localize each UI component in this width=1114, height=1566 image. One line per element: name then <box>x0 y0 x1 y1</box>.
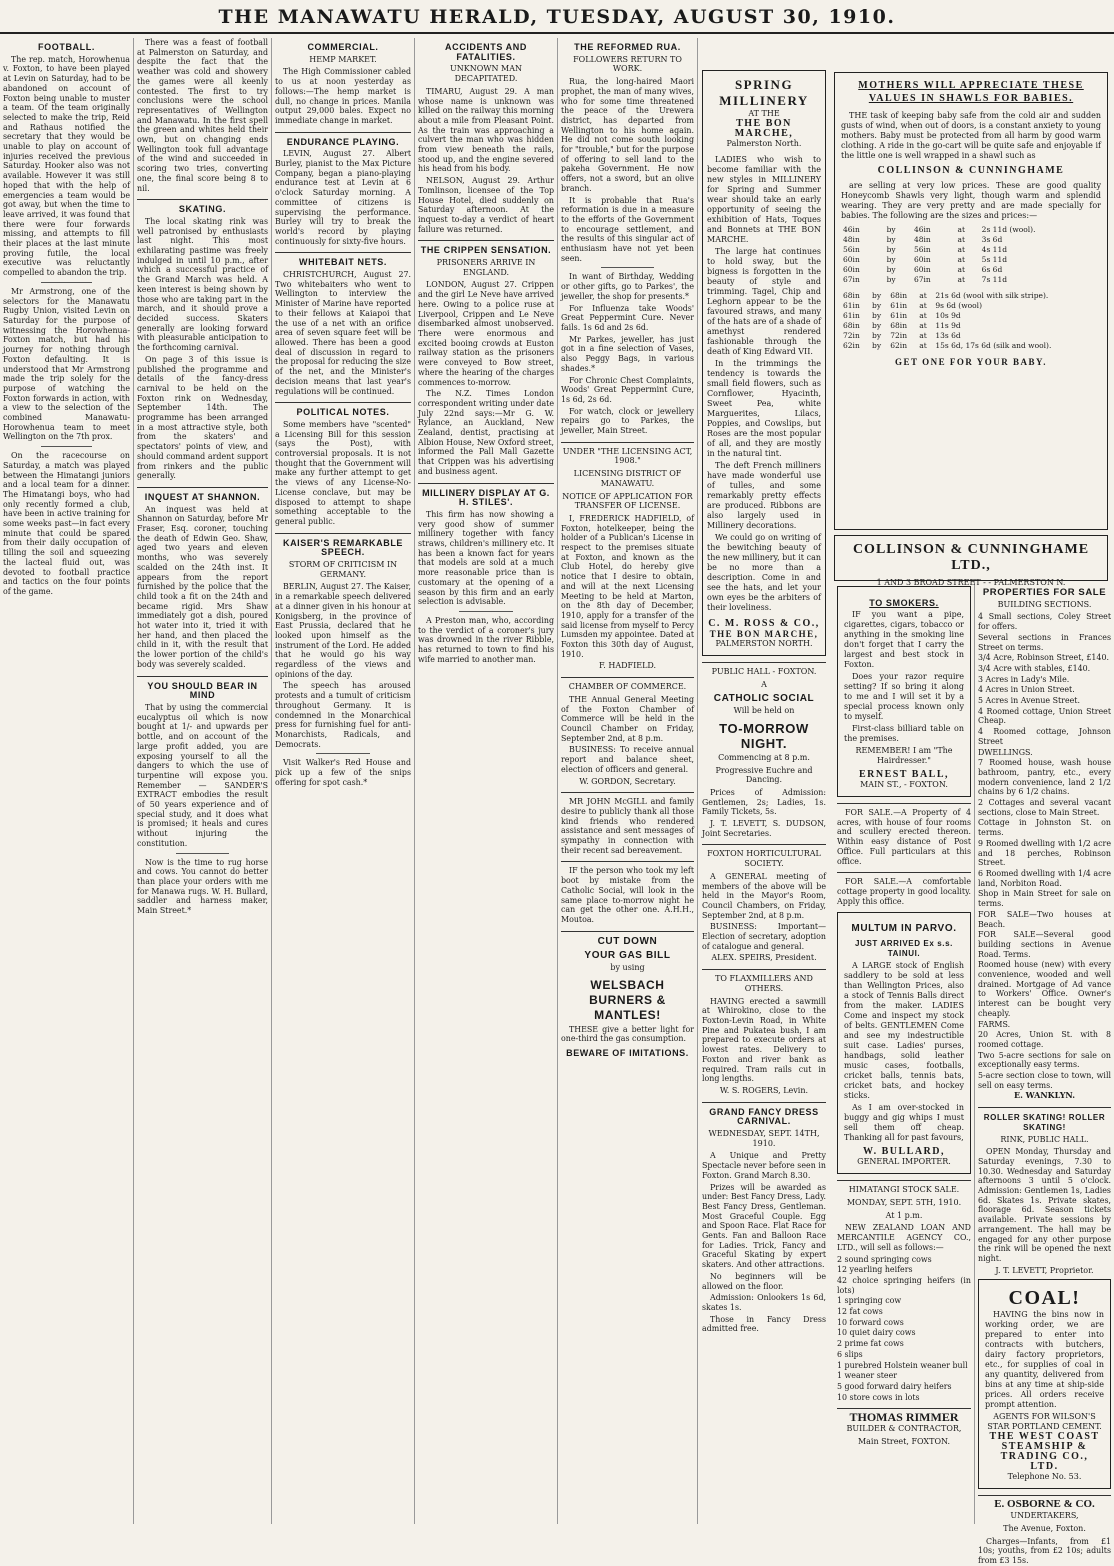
paragraph: are selling at very low prices. These are good quality Honeycomb Shawls very light, though warm and splendid wearing. They are very pretty and are made specially for babies. The following are the sizes and prices:— <box>841 181 1101 220</box>
size-cell: by <box>886 235 896 244</box>
size-cell: 4s 11d <box>981 245 1008 254</box>
list-item: FARMS. <box>978 1019 1011 1029</box>
paragraph: A GENERAL meeting of members of the above will be held in the Mayor's Room, Council Chambers, on Friday, September 2nd, at 8 p.m. <box>702 871 826 920</box>
paragraph: IF the person who took my left boot by mistake from the Catholic Social, will look in the same place to-morrow night he can get the other one. A.H.H., Moutoa. <box>561 866 694 924</box>
list-item: 9 Roomed dwelling with 1/2 acre and 18 perches, Robinson Street. <box>978 838 1111 868</box>
size-cell: 61in <box>890 301 908 310</box>
social-time: Commencing at 8 p.m. <box>718 752 810 762</box>
column-accidents <box>414 38 557 1524</box>
whitebait-heading: WHITEBAIT NETS. <box>299 257 387 268</box>
paragraph: LEVIN, August 27. Albert Burley, pianist to the Max Picture Company, began a piano-playing endurance test at Levin at 6 o'clock Saturday morning. A committee of citizens is supervising the performance. Burley will try to break the world's record by playing continuously for sixty-five hours. <box>275 149 411 246</box>
crippen-subheading: PRISONERS ARRIVE IN ENGLAND. <box>436 258 536 277</box>
column-rua <box>557 38 697 1524</box>
multum-heading: MULTUM IN PARVO. <box>851 923 957 935</box>
list-item: 6 slips <box>837 1349 863 1359</box>
list-item: Two 5-acre sections for sale on exceptionally easy terms. <box>978 1050 1111 1070</box>
collinson-firm-name: COLLINSON & CUNNINGHAME LTD., <box>852 542 1090 573</box>
builder-address: Main Street, FOXTON. <box>857 1436 951 1446</box>
size-cell: at <box>919 321 927 330</box>
masthead: THE MANAWATU HERALD, TUESDAY, AUGUST 30, 1910. <box>0 0 1114 34</box>
list-item: 12 yearling heifers <box>837 1265 913 1275</box>
size-cell: 11s 9d <box>935 321 961 330</box>
size-row <box>841 311 1101 321</box>
size-cell: 48in <box>913 235 931 244</box>
licensing-district: LICENSING DISTRICT OF MANAWATU. <box>573 469 682 488</box>
list-item: FOR SALE—Several good building sections in Avenue Road. Terms. <box>978 930 1111 959</box>
column-ads-right <box>834 536 974 1524</box>
football-heading: FOOTBALL. <box>38 42 95 52</box>
accidents-subheading: UNKNOWN MAN DECAPITATED. <box>449 64 522 84</box>
spring-title: SPRING MILLINERY <box>719 77 809 108</box>
licensing-notice: NOTICE OF APPLICATION FOR TRANSFER OF LICENSE. <box>562 491 693 511</box>
paragraph: Prizes will be awarded as under: Best Fancy Dress, Lady. Best Fancy Dress, Gentleman. Most Graceful Couple. Egg and Spoon Race. Flat Race for Gents. Fan and Balloon Race for Ladies. Trick, Fancy and Graceful Skating by expert skaters. And other attractions. <box>702 1182 826 1270</box>
millinery-heading: MILLINERY DISPLAY AT G. H. STILES'. <box>422 487 550 508</box>
paragraph: As I am over-stocked in buggy and gig whips I must sell them off cheap. Thanking all for past favours, <box>844 1103 964 1143</box>
size-row <box>841 321 1101 331</box>
list-item: Roomed house (new) with every convenience, wooded and well drained. Mortgage of Ad vance to Workers' Office. Owner's interest can be bought very cheaply. <box>978 960 1111 1018</box>
size-cell: by <box>872 291 882 300</box>
properties-list <box>978 612 1111 1090</box>
paragraph: Admission: Onlookers 1s 6d, skates 1s. <box>702 1293 826 1312</box>
smokers-ad <box>837 586 971 797</box>
size-cell: 10s 9d <box>935 311 961 320</box>
size-cell: 67in <box>913 275 931 284</box>
paragraph: For Chronic Chest Complaints, Woods' Great Peppermint Cure, 1s 6d, 2s 6d. <box>561 375 694 404</box>
collinson-firm-block <box>834 535 1108 587</box>
size-cell: 61in <box>843 301 860 310</box>
rink-signature: J. T. LEVETT, Proprietor. <box>995 1265 1094 1275</box>
paragraph: The large hat continues to hold sway, but the bigness is forgotten in the beauty of style and trimming. Tagel, Chip and Leghorn appear to be the favoured straws, and many of the hats are of a shade of amethyst rendered fashionable through the death of King Edward VII. <box>707 247 821 356</box>
spring-millinery-ad <box>702 70 826 656</box>
list-item: Several sections in Frances Street on terms. <box>978 632 1111 652</box>
list-item: 4 Roomed cottage, Johnson Street <box>978 727 1111 746</box>
size-cell: 46in <box>843 225 860 234</box>
paragraph: J. T. LEVETT, S. DUDSON, Joint Secretaries. <box>702 819 826 838</box>
size-cell: 68in <box>843 321 860 330</box>
properties-subheading: BUILDING SECTIONS. <box>997 599 1092 609</box>
gas-by: by using <box>610 963 645 973</box>
paragraph: I, FREDERICK HADFIELD, of Foxton, hotelkeeper, being the holder of a Publican's License in respect to the premises situate at Foxton, and known as the Club Hotel, do hereby give notice that I desire to obtain, and will at the next Licensing Meeting to be held at Marton, on the 8th day of December, 1910, apply for a transfer of the said license from myself to Percy Lumsden my appointee. Dated at Foxton this 30th day of August, 1910. <box>561 513 694 659</box>
size-row <box>841 341 1101 351</box>
paragraph: HAVING erected a sawmill at Whirokino, close to the Foxton-Levin Road, in White Pine and Pukatea bush, I am prepared to execute orders at lowest rates. Delivery to Foxton and river bank as required. Tram rails cut in long lengths. <box>702 996 826 1084</box>
list-item: 10 forward cows <box>837 1317 904 1327</box>
size-cell: 67in <box>843 275 860 284</box>
political-heading: POLITICAL NOTES. <box>296 407 390 418</box>
coal-firm: THE WEST COAST STEAMSHIP & TRADING CO., LTD. <box>989 1431 1100 1473</box>
multum-signature: W. BULLARD, <box>863 1146 945 1158</box>
paragraph: CHRISTCHURCH, August 27. Two whitebaiters who went to Wellington to interview the Minister of Marine have reported to their fellows at Kaiapoi that the use of a net with an orifice area of seven square feet will be allowed. There has been a good deal of discussion in regard to the proposal for reducing the size of the net, and the Minister's decision means that last year's regulations will be continued. <box>275 270 411 396</box>
size-cell: 9s 6d (wool) <box>935 301 983 310</box>
coal-agents: AGENTS FOR WILSON'S STAR PORTLAND CEMENT. <box>987 1412 1102 1432</box>
stock-time: At 1 p.m. <box>885 1210 923 1220</box>
commercial-heading: COMMERCIAL. <box>307 42 379 52</box>
column-sports <box>133 38 271 1524</box>
list-item: 1 springing cow <box>837 1296 902 1306</box>
size-cell: 61in <box>890 311 908 320</box>
shawl-size-table-2 <box>841 291 1101 351</box>
size-row <box>841 255 1101 265</box>
spring-shop: THE BON MARCHE, <box>734 118 794 139</box>
football-paragraph: The rep. match, Horowhenua v. Foxton, to have been played at Levin on Saturday, had to be abandoned on account of Foxton being unable to muster a team. Of the team originally selected to make the trip, Reid and Rathaus notified the secretary that they would be unable to play on account of injuries received the previous Saturday. Hooker also was not available. However it was still hoped that with the help of emergencies a team would be got away, but when the time to leave arrived, it was found that there were four forwards missing, and attempts to fill their places at the last minute proving futile, the local executive was reluctantly compelled to abandon the trip. <box>3 54 130 278</box>
size-cell: at <box>919 311 927 320</box>
list-item: 7 Roomed house, wash house bathroom, pantry, etc., every modern convenience, land 2 1/2 chains by 6 1/2 chains. <box>978 758 1111 797</box>
size-cell: by <box>872 331 882 340</box>
paragraph: There was a feast of football at Palmerston on Saturday, and despite the fact that the weather was cold and showery the games were all keenly contested. The first to try conclusions were the school representatives of Wellington and Manawatu. In the first spell the green and whites held their own, but on changing ends Wellington took full advantage of the wind and succeeded in scoring two tries, converting one, the final score being 8 to nil. <box>137 38 268 193</box>
size-row <box>841 225 1101 235</box>
size-cell: 61in <box>843 311 860 320</box>
paragraph: The deft French milliners have made wonderful use of tulles, and some remarkably pretty effects are produced. Ribbons are also largely used in Millinery decorations. <box>707 461 821 530</box>
smokers-address: MAIN ST., - FOXTON. <box>860 780 948 789</box>
undertaker-address: The Avenue, Foxton. <box>1003 1523 1086 1533</box>
paragraph: THE Annual General Meeting of the Foxton Chamber of Commerce will be held in the Council Chamber on Friday, September 2nd, at 8 p.m. <box>561 694 694 743</box>
column-football <box>0 38 133 1524</box>
list-item: 10 quiet dairy cows <box>837 1328 916 1338</box>
gas-footer: BEWARE OF IMITATIONS. <box>566 1048 689 1059</box>
size-cell: 60in <box>913 255 931 264</box>
shawl-size-table <box>841 225 1101 285</box>
size-cell: 68in <box>890 321 908 330</box>
list-item: 1 purebred Holstein weaner bull <box>837 1360 968 1370</box>
size-cell: 3s 6d <box>981 235 1003 244</box>
mothers-heading: MOTHERS WILL APPRECIATE THESE VALUES IN SHAWLS FOR BABIES. <box>858 80 1084 104</box>
list-item: 2 sound springing cows <box>837 1254 932 1264</box>
paragraph: Visit Walker's Red House and pick up a few of the snips offering for spot cash.* <box>275 758 411 787</box>
gas-brand: WELSBACH BURNERS & MANTLES! <box>589 977 666 1022</box>
size-cell: at <box>957 235 966 244</box>
inquest-heading: INQUEST AT SHANNON. <box>144 491 261 502</box>
kaiser-heading: KAISER'S REMARKABLE SPEECH. <box>282 537 404 558</box>
paragraph: Those in Fancy Dress admitted free. <box>702 1314 826 1334</box>
spring-town: Palmerston North. <box>726 139 802 148</box>
stock-heading: HIMATANGI STOCK SALE. <box>848 1185 960 1195</box>
size-cell: by <box>886 275 896 284</box>
list-item: 1 weaner steer <box>837 1371 898 1381</box>
spring-at: AT THE <box>748 109 780 118</box>
size-cell: by <box>872 321 882 330</box>
paragraph: A LARGE stock of English saddlery to be sold at less than Wellington Prices, also a stock of Tennis Balls direct from the maker. LADIES Come and inspect my stock of belts. GENTLEMEN Come and see my indestructible suit case. Ladies' purses, handbags, solid leather music cases, footballs, cricket balls, tennis bats, cricket bats, and hockey sticks. <box>844 961 964 1101</box>
size-cell: 62in <box>890 341 908 350</box>
hort-heading: FOXTON HORTICULTURAL SOCIETY. <box>707 849 821 869</box>
paragraph: Charges—Infants, from £1 10s; youths, from £2 10s; adults from £3 15s. <box>978 1536 1111 1565</box>
list-item: 3/4 Acre, Robinson Street, £140. <box>978 653 1109 663</box>
chamber-signature: W. GORDON, Secretary. <box>579 776 676 786</box>
size-cell: 72in <box>890 331 908 340</box>
coal-heading: COAL! <box>1008 1287 1081 1310</box>
rink-heading: ROLLER SKATING! ROLLER SKATING! <box>983 1113 1106 1132</box>
smokers-signature: ERNEST BALL, <box>858 769 950 780</box>
list-item: 6 Roomed dwelling with 1/4 acre land, Norbiton Road. <box>978 868 1111 888</box>
gas-heading-2: YOUR GAS BILL <box>584 950 671 962</box>
list-item: Shop in Main Street for sale on terms. <box>978 889 1111 909</box>
properties-signature: E. WANKLYN. <box>1013 1090 1076 1101</box>
paragraph: For Influenza take Woods' Great Peppermint Cure. Never fails. 1s 6d and 2s 6d. <box>561 303 694 332</box>
paragraph: For watch, clock or jewellery repairs go to Parkes, the jeweller, Main Street. <box>561 406 694 436</box>
size-cell: by <box>886 245 896 254</box>
flax-signature: W. S. ROGERS, Levin. <box>719 1085 809 1095</box>
social-heading: PUBLIC HALL - FOXTON. <box>711 667 817 676</box>
rink-subheading: RINK, PUBLIC HALL. <box>1000 1134 1089 1144</box>
gas-heading: CUT DOWN <box>597 935 658 947</box>
smokers-heading: TO SMOKERS. <box>869 598 939 608</box>
paragraph: Prices of Admission: Gentlemen, 2s; Ladies, 1s. Family Tickets, 5s. <box>702 787 826 817</box>
social-dance: Progressive Euchre and Dancing. <box>715 765 813 785</box>
size-row <box>841 275 1101 285</box>
size-cell: 13s 6d <box>935 331 961 340</box>
paragraph: A Preston man, who, according to the verdict of a coroner's jury was drowned in the river Ribble, has returned to town to find his wife married to another man. <box>418 615 554 664</box>
paragraph: First-class billiard table on the premises. <box>844 724 964 743</box>
collinson-firm-address: 1 AND 3 BROAD STREET - - PALMERSTON N. <box>876 578 1066 587</box>
size-cell: at <box>919 301 927 310</box>
column-ads-middle <box>697 38 830 1524</box>
paragraph: Mr Parkes, jeweller, has just got in a fine selection of Vases, also Peggy Bags, in various shades.* <box>561 334 694 373</box>
size-cell: 62in <box>843 341 860 350</box>
size-cell: by <box>886 265 896 274</box>
social-title: CATHOLIC SOCIAL <box>713 693 815 705</box>
paragraph: HAVING the bins now in working order, we are prepared to enter into contracts with butchers, dairy factory proprietors, etc., for supplies of coal in any quantity, delivered from bins at any time at ship-side prices. All orders receive prompt attention. <box>985 1310 1104 1410</box>
list-item: 5-acre section close to town, will sell on easy terms. <box>978 1071 1111 1090</box>
paragraph: It is probable that Rua's reformation is due in a measure to the efforts of the Government to encourage settlement, and the results of this singular act of enthusiasm have not yet been seen. <box>561 195 694 263</box>
paragraph: NEW ZEALAND LOAN AND MERCANTILE AGENCY CO., LTD., will sell as follows:— <box>837 1223 971 1252</box>
crippen-heading: THE CRIPPEN SENSATION. <box>420 245 552 256</box>
list-item: 10 store cows in lots <box>837 1392 920 1402</box>
spring-firm-2: THE BON MARCHE, <box>709 629 819 639</box>
list-item: 12 fat cows <box>837 1307 883 1317</box>
builder-role: BUILDER & CONTRACTOR, <box>846 1424 962 1434</box>
list-item: 5 Acres in Avenue Street. <box>978 696 1080 706</box>
multum-role: GENERAL IMPORTER. <box>857 1157 951 1167</box>
paragraph: LADIES who wish to become familiar with the new styles in MILLINERY for Spring and Summer wear should take an early opportunity of seeing the exhibition of Hats, Toques and Bonnets at THE BON MARCHE. <box>707 155 821 244</box>
football-paragraph: Mr Armstrong, one of the selectors for the Manawatu Rugby Union, visited Levin on Saturday for the purpose of witnessing the Horowhenua-Foxton match, but had his journey for nothing through Foxton defaulting. It is understood that Mr Armstrong made the trip solely for the purpose of watching the Foxton forwards in action, with a view to the selection of the combined Manawatu-Horowhenua team to meet Wellington on the 7th prox. <box>3 286 130 442</box>
paragraph: In the trimmings the tendency is towards the small field flowers, such as Cornflower, Hyacinth, Sweet Pea, white Marguerites, Lilacs, Poppies, and Cowslips, but Roses are the most popular of all, and they are mostly in the natural tint. <box>707 359 821 458</box>
paragraph: A Unique and Pretty Spectacle never before seen in Foxton. Grand March 8.30. <box>702 1151 826 1180</box>
stock-list <box>837 1255 971 1403</box>
paragraph: We could go on writing of the bewitching beauty of the new millinery, but it can be no more than a description. Come in and see the hats, and let your own eyes be the arbiters of their loveliness. <box>707 533 821 612</box>
paragraph: MR JOHN McGILL and family desire to publicly thank all those kind friends who rendered assistance and sent messages of sympathy in connection with their recent sad bereavement. <box>561 797 694 855</box>
hort-signature: ALEX. SPEIRS, President. <box>711 953 817 963</box>
paragraph: The High Commissioner cabled to us at noon yesterday as follows:—The hemp market is dull, no change in prices. Manila output 29,000 bales. Expect no immediate change in market. <box>275 67 411 125</box>
stock-date: MONDAY, SEPT. 5TH, 1910. <box>846 1198 962 1208</box>
size-cell: 60in <box>843 265 860 274</box>
size-cell: 56in <box>843 245 860 254</box>
licensing-signature: F. HADFIELD. <box>598 661 657 671</box>
size-cell: 60in <box>843 255 860 264</box>
paragraph: BUSINESS: Important—Election of secretary, adoption of catalogue and general. <box>702 922 826 951</box>
size-cell: 48in <box>843 235 860 244</box>
social-a: A <box>761 679 767 689</box>
list-item: Cottage in Johnston St. on terms. <box>978 818 1111 838</box>
builder-name: THOMAS RIMMER <box>849 1410 959 1425</box>
accidents-heading: ACCIDENTS AND FATALITIES. <box>445 42 527 62</box>
commercial-subheading: HEMP MARKET. <box>309 54 377 64</box>
paragraph: This firm has now showing a very good show of summer millinery together with fancy straws, children's millinery etc. It has been a known fact for years that models are sold at a much more reasonable price than is customary at the opening of a season by this firm and an early selection is advisable. <box>418 509 554 607</box>
size-cell: 6s 6d <box>981 265 1003 274</box>
paragraph: That by using the commercial eucalyptus oil which is now bought at 1/- and upwards per bottle, and on account of the large profit added, you are exposing yourself to all the dangers to which the use of turpentine will expose you. Remember — SANDER'S EXTRACT embodies the result of 50 years experience and of special study, and it does what is promised; it heals and cures without injuring the constitution. <box>137 703 268 848</box>
size-cell: at <box>919 331 927 340</box>
list-item: DWELLINGS. <box>978 747 1033 757</box>
list-item: 42 choice springing heifers (in lots) <box>837 1275 971 1295</box>
paragraph: Some members have "scented" a Licensing Bill for this session (says the Post), with controversial proposals. It is not thought that the Government will make any further attempt to get the views of any License-No-License conclave, but may be disposed to attempt to shape something acceptable to the general public. <box>275 419 411 526</box>
list-item: 3/4 Acre with stables, £140. <box>978 663 1091 673</box>
size-cell: 60in <box>913 265 931 274</box>
kaiser-subheading: STORM OF CRITICISM IN GERMANY. <box>288 560 398 579</box>
paragraph: FOR SALE.—A comfortable cottage property in good locality. Apply this office. <box>837 877 971 906</box>
paragraph: On page 3 of this issue is published the programme and details of the fancy-dress carnival to be held on the Foxton rink on Wednesday, September 14th. The programme has been arranged in a most attractive style, both from the skaters' and spectators' points of view, and should command ardent support from rinkers and the public generally. <box>137 354 268 481</box>
paragraph: In want of Birthday, Wedding or other gifts, go to Parkes', the jeweller, the shop for presents.* <box>561 272 694 301</box>
carnival-heading: GRAND FANCY DRESS CARNIVAL. <box>709 1106 819 1127</box>
list-item: 4 Roomed cottage, Union Street Cheap. <box>978 706 1111 726</box>
paragraph: NELSON, August 29. Arthur Tomlinson, licensee of the Top House Hotel, died suddenly on Saturday afternoon. At the inquest to-day a verdict of heart failure was returned. <box>418 176 554 234</box>
size-cell: at <box>919 291 927 300</box>
coal-phone: Telephone No. 53. <box>1007 1472 1082 1482</box>
undertaker-role: UNDERTAKERS, <box>1010 1511 1079 1521</box>
size-cell: by <box>886 255 896 264</box>
size-cell: by <box>872 311 882 320</box>
carnival-date: WEDNESDAY, SEPT. 14TH, 1910. <box>708 1129 820 1148</box>
size-cell: 7s 11d <box>981 275 1008 284</box>
size-cell: 56in <box>913 245 931 254</box>
size-cell: 46in <box>913 225 931 234</box>
list-item: 4 Acres in Union Street. <box>978 685 1075 695</box>
paragraph: Rua, the long-haired Maori prophet, the man of many wives, who for some time threatened the peace of the Urewera district, has departed from Wellington to his home again. He did not come south looking for "trouble," but for the purpose of offering to sell land to the pakeha Government. He now offers, not a sword, but an olive branch. <box>561 77 694 193</box>
size-cell: 68in <box>890 291 908 300</box>
size-row <box>841 235 1101 245</box>
column-properties <box>974 536 1114 1565</box>
social-when: TO-MORROW NIGHT. <box>719 720 809 751</box>
size-row <box>841 265 1101 275</box>
endurance-heading: ENDURANCE PLAYING. <box>286 136 400 147</box>
list-item: 4 Small sections, Coley Street for offers. <box>978 612 1111 632</box>
size-cell: at <box>957 275 966 284</box>
paragraph: IF you want a pipe, cigarettes, cigars, tobacco or anything in the smoking line don't forget that I carry the largest and best stock in Foxton. <box>844 610 964 669</box>
skating-heading: SKATING. <box>178 204 227 215</box>
size-row <box>841 301 1101 311</box>
paragraph: Now is the time to rug horse and cows. You cannot do better than place your orders with me for Manawa rugs. W. H. Bullard, saddler and harness maker, Main Street.* <box>137 857 268 916</box>
paragraph: No beginners will be allowed on the floor. <box>702 1271 826 1291</box>
bear-heading: YOU SHOULD BEAR IN MIND <box>147 680 258 701</box>
licensing-heading: UNDER "THE LICENSING ACT, 1908." <box>562 446 693 466</box>
multum-subheading: JUST ARRIVED Ex s.s. TAINUI. <box>855 939 953 959</box>
list-item: 20 Acres, Union St. with 8 roomed cottage. <box>978 1030 1111 1049</box>
paragraph: FOR SALE.—A Property of 4 acres, with house of four rooms and scullery erected thereon. Within easy distance of Post Office. Full particulars at this office. <box>837 808 971 866</box>
size-cell: by <box>872 301 882 310</box>
rua-heading: THE REFORMED RUA. <box>574 42 681 52</box>
list-item: 3 Acres in Lady's Mile. <box>978 674 1070 684</box>
undertaker-name: E. OSBORNE & CO. <box>994 1498 1095 1511</box>
smokers-remember: REMEMBER! I am "The Hairdresser." <box>855 746 953 765</box>
paragraph: TIMARU, August 29. A man whose name is unknown was killed on the railway this morning about a mile from Pleasant Point. As the train was approaching a culvert the man who was hidden from view beneath the rails, stood up, and the engine severed his head from his body. <box>418 86 554 174</box>
mothers-cta: GET ONE FOR YOUR BABY. <box>895 357 1047 367</box>
paragraph: THE task of keeping baby safe from the cold air and sudden gusts of wind, when out of doors, is a constant anxiety to young mothers. Baby must be protected from all harm by good warm clothing. A ride in the go-cart will be quite safe and enjoyable if the little one is well wrapped in a shawl such as <box>841 111 1101 160</box>
size-cell: by <box>872 341 882 350</box>
size-cell: 21s 6d (wool with silk stripe). <box>935 291 1049 300</box>
social-will: Will be held on <box>733 706 795 716</box>
football-paragraph: On the racecourse on Saturday, a match was played between the Himatangi juniors and a local team for a dinner. The Himatangi boys, who had only recently formed a club, have been in active training for some weeks past—in fact every minute that could be spared from their daily occupation of tilling the soil and squeezing the lacteal fluid out, was devoted to football practice and tactics on the four points of the game. <box>3 451 130 596</box>
paragraph: BERLIN, August 27. The Kaiser, in a remarkable speech delivered at a dinner given in his honour at Konigsberg, in the province of East Prussia, declared that he looked upon himself as the instrument of the Lord. He added that he would go his way regardless of the views and opinions of the day. <box>275 582 411 679</box>
spring-firm: C. M. ROSS & CO., <box>708 618 820 629</box>
paragraph: The speech has aroused protests and a tumult of criticism throughout Germany. It is condemned in the Monarchical press for furnishing fuel for anti-Monarchists, Radicals, and Democrats. <box>275 681 411 749</box>
paragraph: The local skating rink was well patronised by enthusiasts last night. This most exhilarating pastime was freely indulged in until 10 p.m., after which a successful practice of the Grand March was held. A keen interest is being shown by those who are taking part in the march, and it should prove a decided success. Skaters generally are looking forward with pleasurable anticipation to the forthcoming carnival. <box>137 216 268 353</box>
size-cell: 15s 6d, 17s 6d (silk and wool). <box>935 341 1052 350</box>
size-row <box>841 291 1101 301</box>
size-cell: at <box>957 245 966 254</box>
paragraph: OPEN Monday, Thursday and Saturday evenings, 7.30 to 10.30. Wednesday and Saturday afternoons 3 until 5 o'clock. Admission: Gentlemen 1s, Ladies 6d. Skates 1s. Private skates, floorage 6d. Season tickets available. Private sessions by arrangement. The hall may be engaged for any other purpose the rink will be opened the next night. <box>978 1147 1111 1263</box>
list-item: 2 prime fat cows <box>837 1339 904 1349</box>
size-row <box>841 331 1101 341</box>
size-cell: at <box>919 341 927 350</box>
mothers-firm: COLLINSON & CUNNINGHAME <box>877 165 1065 176</box>
paragraph: THESE give a better light for one-third the gas consumption. <box>561 1024 694 1044</box>
list-item: 2 Cottages and several vacant sections, close to Main Street. <box>978 798 1111 817</box>
list-item: 5 good forward dairy heifers <box>837 1381 952 1391</box>
size-cell: at <box>957 255 966 264</box>
paragraph: Does your razor require setting? If so bring it along to me and I will set it by a special process known only to myself. <box>844 672 964 721</box>
size-cell: 72in <box>843 331 860 340</box>
size-cell: at <box>957 265 966 274</box>
rua-subheading: FOLLOWERS RETURN TO WORK. <box>573 54 682 74</box>
properties-heading: PROPERTIES FOR SALE <box>982 587 1107 598</box>
size-cell: 2s 11d (wool). <box>981 225 1036 234</box>
size-cell: by <box>886 225 896 234</box>
spring-firm-3: PALMERSTON NORTH. <box>715 639 813 648</box>
flax-heading: TO FLAXMILLERS AND OTHERS. <box>715 974 813 993</box>
size-cell: 5s 11d <box>981 255 1008 264</box>
size-cell: 68in <box>843 291 860 300</box>
coal-ad <box>978 1279 1111 1489</box>
mothers-shawls-ad <box>834 72 1108 530</box>
paragraph: An inquest was held at Shannon on Saturday, before Mr Fraser, Esq. coroner, touching the death of Edwin Geo. Shaw, aged two years and eleven months, who was severely scalded on the 24th inst. It appears from the report furnished by the police that the child took a fit on the 24th and became rigid. Mrs Shaw immediately got a dish, poured hot water into it, tried it with her hand, and then placed the child in it, with the result that the lower portion of the child's body was severely scalded. <box>137 504 268 669</box>
size-cell: at <box>957 225 966 234</box>
paragraph: LONDON, August 27. Crippen and the girl Le Neve have arrived here. Owing to a police ruse at Liverpool, Crippen and Le Neve disembarked almost unobserved. There were enormous and excited booing crowds at Euston railway station as the prisoners were conveyed to Bow street, where the hearing of the charges commences to-morrow. <box>418 280 554 387</box>
multum-ad <box>837 912 971 1174</box>
paragraph: BUSINESS: To receive annual report and balance sheet, election of officers and general. <box>561 745 694 774</box>
paragraph: The N.Z. Times London correspondent writing under date July 22nd says:—Mr G. W. Rylance, an Auckland, New Zealand, dentist, practising at Albion House, New Oxford street, informed the Pall Mall Gazette that Crippen was his advertising and business agent. <box>418 389 554 476</box>
list-item: FOR SALE—Two houses at Beach. <box>978 909 1111 929</box>
size-row <box>841 245 1101 255</box>
column-commercial <box>271 38 414 1524</box>
chamber-heading: CHAMBER OF COMMERCE. <box>568 682 687 692</box>
